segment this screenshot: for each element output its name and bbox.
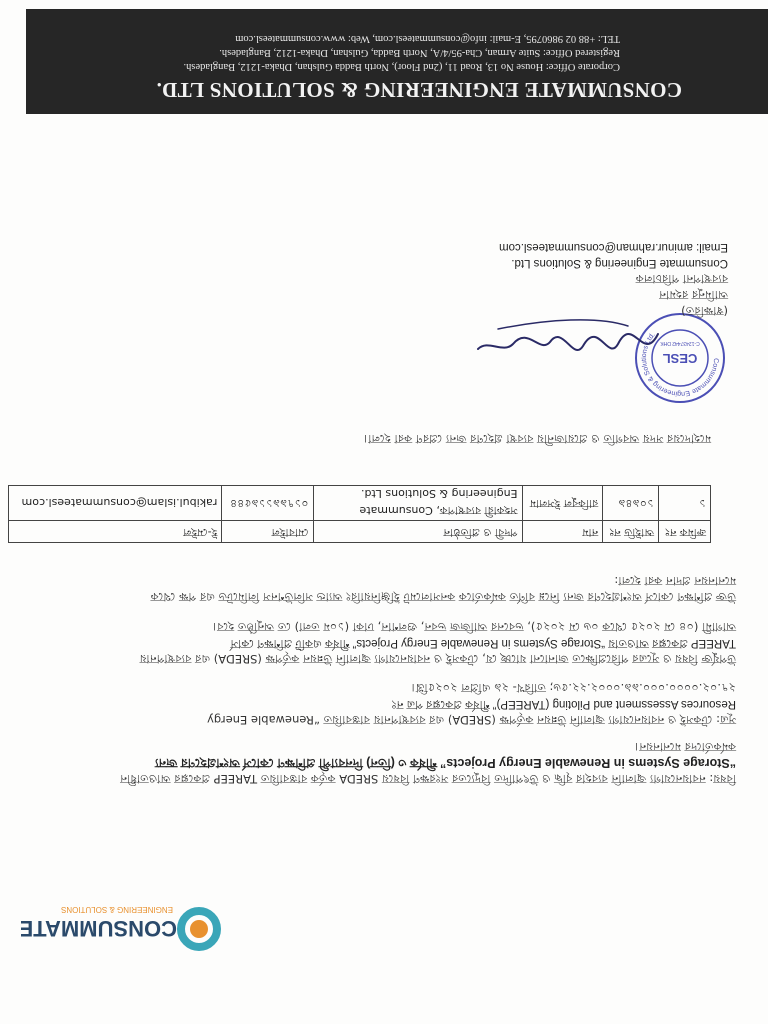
body-paragraph-1-line-3: আগামী (০৪ মে ২০২৫ থেকে ০৬ মে ২০২৫), ভবনের আজিজ ভবন, গুলশান, ঢাকা (১০ম তলা) তে অনুষ্ঠিত হবে। — [212, 620, 736, 634]
reference-line-1: সূত্র: টেকসই ও নবায়নযোগ্য জ্বালানি উন্নয়ন কর্তৃপক্ষ (SREDA) এর ব্যবস্থাপনায় বাস্তবায়িত “Renewable Energy — [207, 713, 736, 727]
body-paragraph-2-line-1: উক্ত প্রশিক্ষণ কোর্সে অংশগ্রহণের জন্য নিম্নে বর্ণিত কর্মকর্তাকে কনসালমেট ইঞ্জিনিয়ারিং অ্যান্ড সলিউশনস লিমিটেড এর পক্ষ থেকে — [150, 590, 736, 604]
reference-line-3: ২৭.০২.০০০০.০০০.৯৯.০০০২.২২.৫৬; তারিখ- ২৯ এপ্রিল ২০২৫খ্রি। — [411, 681, 736, 695]
logo-wordmark: CONSUMMATE — [21, 916, 177, 941]
subject-label: বিষয়: — [709, 772, 736, 786]
signatory-name: আমিনুর রহমান — [659, 288, 728, 302]
closing-line: মহোদয়ের সদয় অবগতি ও প্রয়োজনীয় ব্যবস্থা গ্রহণের জন্য প্রেরণ করা হলো। — [364, 432, 711, 446]
logo-mark-icon — [21, 889, 221, 959]
subject-line-3: কর্মকর্তাদের মনোনয়ন। — [635, 740, 736, 754]
stamp-sub-text: C-12437442 DHK — [660, 340, 700, 346]
table-cell: ১ — [658, 486, 710, 521]
table-header-cell: ই-মেইল — [9, 521, 222, 543]
stamp-center-text: CESL — [662, 351, 698, 366]
table-header-cell: পদবী ও প্রতিষ্ঠান — [313, 521, 522, 543]
signatory-title: ব্যবস্থাপনা পরিচালক — [635, 272, 728, 286]
table-header-cell: নাম — [522, 521, 603, 543]
signature-icon — [468, 304, 668, 374]
table-header-cell: মোবাইল — [222, 521, 313, 543]
body-paragraph-2-line-2: মনোনয়ন প্রদান করা হলো: — [614, 574, 736, 588]
signatory-email: Email: aminur.rahman@consummateesl.com — [499, 241, 728, 253]
signatory-company: Consummate Engineering & Solutions Ltd. — [511, 257, 728, 269]
footer-registered-address: Registered Office: Suite Arman, Cha-95/4/A, North Badda, Gulshan, Dhaka-1212, Bangladesh. — [219, 47, 620, 58]
table-header-row — [9, 521, 711, 543]
signature-note: (স্বাক্ষরিত) — [681, 304, 728, 318]
body-paragraph-1-line-2: TAREEP প্রকল্পের আওতায় “Storage Systems in Renewable Energy Projects” শীর্ষক একটি প্রশিক্ষণ কোর্স — [230, 637, 736, 649]
table-cell: সহকারী ব্যবস্থাপক, Consummate Engineering & Solutions Ltd. — [313, 486, 522, 521]
footer-company-name: CONSUMMATE ENGINEERING & SOLUTIONS LTD. — [156, 78, 682, 102]
reference-line-2: Resources Assessment and Piloting (TAREEP)” শীর্ষক প্রকল্পের পত্র নং — [391, 698, 736, 710]
letterhead-footer — [26, 9, 768, 114]
table-header-cell: আইডি নং — [603, 521, 659, 543]
subject-text-1: নবায়নযোগ্য জ্বালানি ব্যবহার বৃদ্ধি ও উৎপাদিত বিদ্যুতের সংরক্ষণ বিষয়ে SREDA কর্তৃক বাস্তবায়িত TAREEP প্রকল্পের আওতাধীন — [120, 772, 706, 786]
logo-tagline: ENGINEERING & SOLUTIONS — [60, 905, 173, 914]
stamp-ring-text: Consummate Engineering & Solutions Ltd. — [640, 331, 720, 398]
nomination-table — [8, 485, 711, 543]
footer-contact: TEL: +88 02 9860795, E-mail: info@consummateesl.com, Web: www.consummateesl.com — [235, 33, 620, 44]
subject-line-2: “Storage Systems in Renewable Energy Projects” শীর্ষক ৩ (তিন) দিনব্যাপী প্রশিক্ষণ কোর্সে অংশগ্রহণের জন্য — [154, 756, 736, 770]
table-cell: ০১৭৯৯১১৯৫৪৪ — [222, 486, 313, 521]
body-paragraph-1-line-1: উপর্যুক্ত বিষয় ও সূত্রের পরিপ্রেক্ষিতে জানানো যাচ্ছে যে, টেকসই ও নবায়নযোগ্য জ্বালানি উন্নয়ন কর্তৃপক্ষ (SREDA) এর ব্যবস্থাপনায় — [139, 652, 736, 666]
table-header-cell: ক্রমিক নং — [658, 521, 710, 543]
subject-line-1 — [120, 772, 736, 786]
table-row — [9, 486, 711, 521]
table-cell: রাকিবুল ইসলাম — [522, 486, 603, 521]
company-logo — [21, 889, 221, 959]
table-cell: ১০৯৪৯ — [603, 486, 659, 521]
table-cell: rakibul.islam@consummateesl.com — [9, 486, 222, 521]
footer-corporate-address: Corporate Office: House No 13, Road 11, (2nd Floor), North Badda Gulshan, Dhaka-1212, Bangladesh. — [183, 61, 620, 72]
